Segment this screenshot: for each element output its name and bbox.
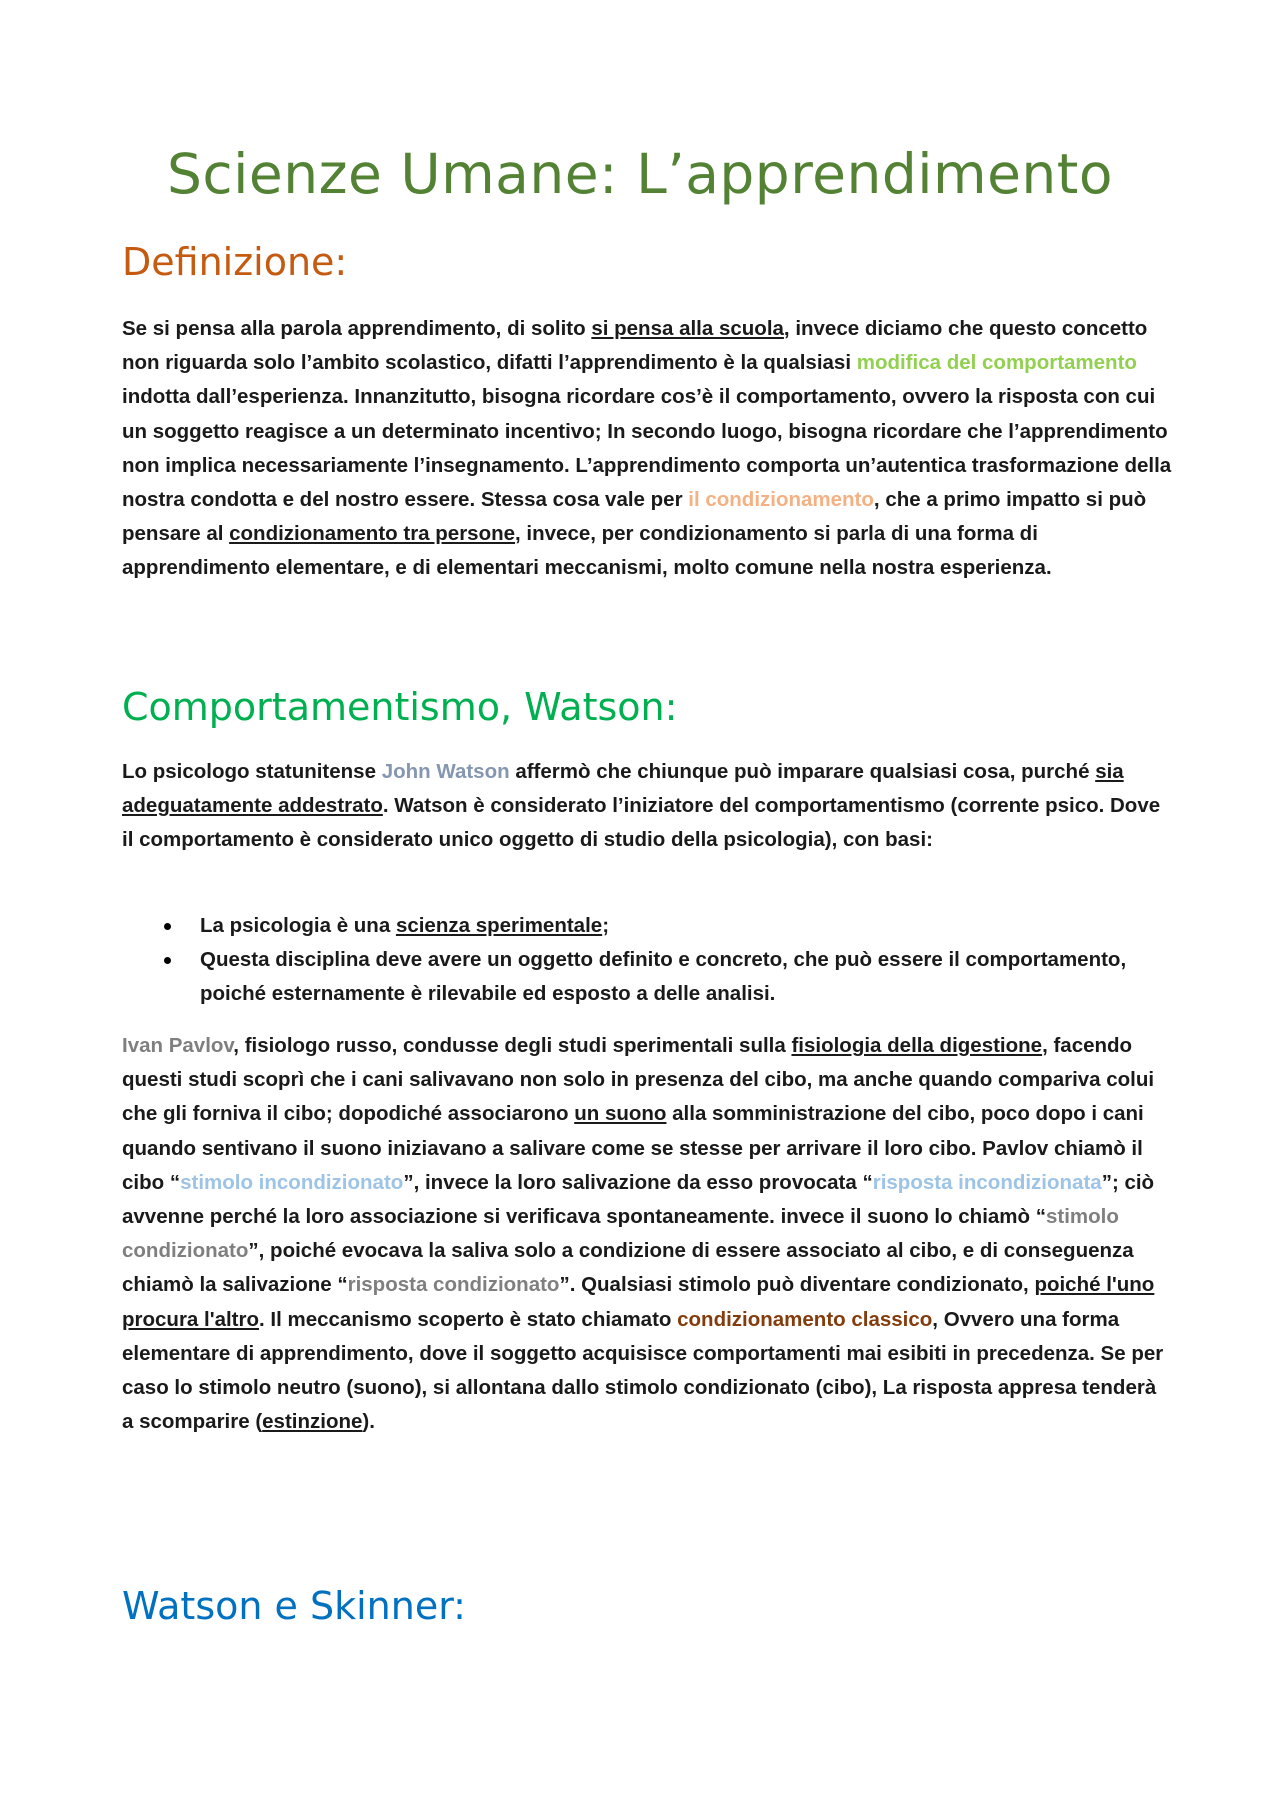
heading-definizione: Definizione: (122, 240, 348, 284)
text-run: , facendo questi studi scoprì che i cani salivavano non solo in presenza del cibo, ma anche quando compariva colui che gli forniva il cibo; dopodiché associarono (122, 1034, 1155, 1126)
paragraph-definizione (122, 312, 1172, 586)
heading-watson-skinner: Watson e Skinner: (122, 1584, 466, 1628)
underlined-text: estinzione (262, 1410, 363, 1434)
paragraph-watson (122, 755, 1172, 858)
text-run: affermò che chiunque può imparare qualsiasi cosa, purché (509, 760, 1096, 783)
paragraph-pavlov (122, 1029, 1172, 1439)
highlighted-term: stimolo condizionato (122, 1205, 1119, 1263)
page-title: Scienze Umane: L’apprendimento (167, 142, 1113, 206)
text-run: ”, invece la loro salivazione da esso provocata “ (403, 1170, 873, 1194)
text-run: , fisiologo russo, condusse degli studi sperimentali sulla (233, 1034, 792, 1057)
highlighted-term: risposta incondizionata (872, 1170, 1102, 1194)
text-run: indotta dall’esperienza. Innanzitutto, bisogna ricordare cos’è il comportamento, ovvero la risposta con cui un soggetto reagisce a un determinato incentivo; In secondo luogo, bisogna ricordare che l’apprendimento non implica necessariamente l’insegnamento. L’apprendimento comporta un’autentica trasformazione della nostra condotta e del nostro essere. Stessa cosa vale per (122, 385, 1172, 512)
underlined-text: si pensa alla scuola (591, 317, 784, 340)
underlined-text: sia adeguatamente addestrato (122, 760, 1124, 818)
heading-comportamentismo: Comportamentismo, Watson: (122, 685, 678, 729)
highlighted-term: Ivan Pavlov (122, 1034, 234, 1057)
text-run: Questa disciplina deve avere un oggetto definito e concreto, che può essere il comportamento, poiché esternamente è rilevabile ed esposto a delle analisi. (200, 948, 1127, 1006)
underlined-text: poiché l'uno procura l'altro (122, 1273, 1155, 1331)
list-item (122, 909, 1172, 943)
text-run: ”; ciò avvenne perché la loro associazione si verificava spontaneamente. invece il suono lo chiamò “ (122, 1170, 1155, 1229)
highlighted-term: il condizionamento (688, 488, 874, 512)
text-run: ”. Qualsiasi stimolo può diventare condizionato, (559, 1273, 1035, 1297)
text-run: Se si pensa alla parola apprendimento, di solito (122, 317, 592, 340)
highlighted-term: stimolo incondizionato (180, 1170, 404, 1194)
text-run: ; (602, 914, 610, 937)
text-run: , Ovvero una forma elementare di apprendimento, dove il soggetto acquisisce comportamenti mai esibiti in precedenza. Se per caso lo stimolo neutro (suono), si allontana dallo stimolo condizionato (cibo), La risposta appresa tenderà a scomparire ( (122, 1307, 1164, 1434)
bullet-icon (164, 957, 171, 964)
text-run: , invece, per condizionamento si parla di una forma di apprendimento elementare, e di elementari meccanismi, molto comune nella nostra esperienza. (122, 522, 1052, 580)
text-run: . Il meccanismo scoperto è stato chiamato (259, 1307, 678, 1331)
text-run: La psicologia è una (200, 914, 396, 937)
bullet-list (122, 909, 1172, 1012)
bullet-icon (164, 923, 171, 930)
text-run: . Watson è considerato l’iniziatore del comportamentismo (corrente psico. Dove il comportamento è considerato unico oggetto di studio della psicologia), con basi: (122, 794, 1161, 852)
text-run: , invece diciamo che questo concetto non riguarda solo l’ambito scolastico, difatti l’apprendimento è la qualsiasi (122, 317, 1148, 375)
highlighted-term: risposta condizionato (347, 1273, 560, 1297)
text-run: ”, poiché evocava la saliva solo a condizione di essere associato al cibo, e di conseguenza chiamò la salivazione “ (122, 1239, 1134, 1297)
underlined-text: fisiologia della digestione (791, 1034, 1043, 1057)
list-item (122, 943, 1172, 1011)
text-run: Lo psicologo statunitense (122, 760, 382, 783)
highlighted-term: John Watson (381, 760, 510, 783)
underlined-text: un suono (574, 1102, 667, 1126)
underlined-text: scienza sperimentale (395, 914, 603, 937)
underlined-text: condizionamento tra persone (229, 522, 516, 546)
text-run: , che a primo impatto si può pensare al (122, 488, 1147, 546)
text-run: ). (362, 1410, 375, 1434)
highlighted-term: modifica del comportamento (856, 351, 1137, 375)
highlighted-term: condizionamento classico (677, 1307, 933, 1331)
text-run: alla somministrazione del cibo, poco dopo i cani quando sentivano il suono iniziavano a salivare come se stesse per arrivare il loro cibo. Pavlov chiamò il cibo “ (122, 1102, 1144, 1194)
